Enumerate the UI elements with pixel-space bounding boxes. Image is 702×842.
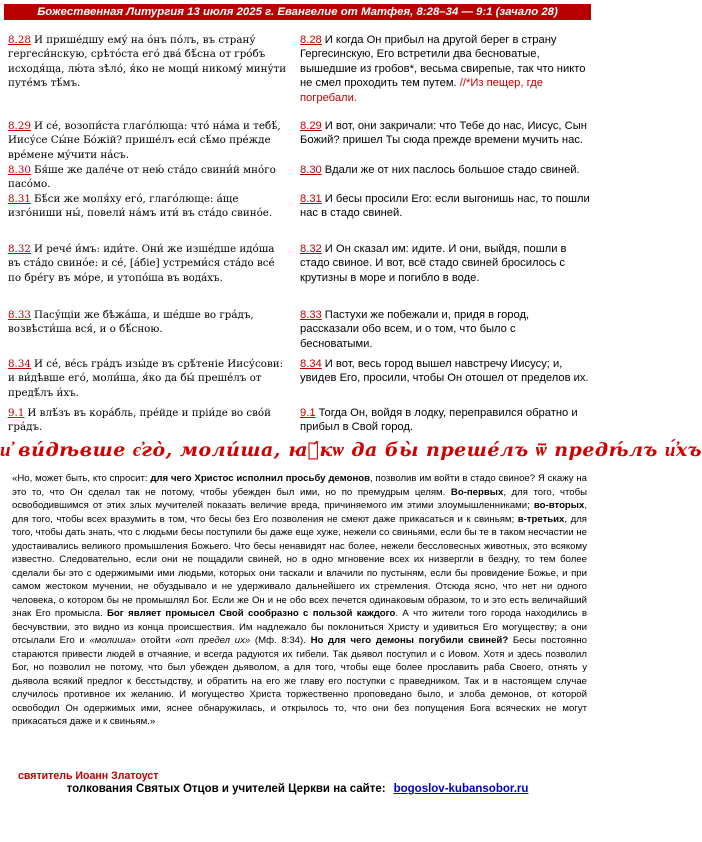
verse-number[interactable]: 8.33 [8,309,31,321]
verse-text-cs: Пасу́щiи же бѣжа́ша, и ше́дше во гра́дъ, возвѣсти́ша вся́, и о бѣ́сною. [8,309,254,336]
highlight-banner: и҆ ви́дѣвше є҆го̀, моли́ша, ꙗ҆́кѡ да бы̀ преше́лъ ѿ предѣ́лъ и҆́хъ [0,439,702,461]
verse-number[interactable]: 8.30 [8,164,31,176]
verse-number[interactable]: 8.34 [300,358,322,370]
page-header: Божественная Литургия 13 июля 2025 г. Евангелие от Матфея, 8:28–34 — 9:1 (зачало 28) [4,4,591,20]
verse-number[interactable]: 8.34 [8,358,31,370]
verse-ru-8-34 [300,357,590,386]
verse-number[interactable]: 8.33 [300,309,322,321]
verse-number[interactable]: 8.30 [300,164,322,176]
verse-ru-9-1 [300,406,590,435]
verse-cs-8-34 [8,357,290,400]
verse-number[interactable]: 8.28 [8,34,31,46]
verse-cs-8-33 [8,308,290,337]
verse-number[interactable]: 9.1 [300,407,316,419]
commentary-author: святитель Иоанн Златоуст [18,770,159,782]
verse-number[interactable]: 8.32 [300,243,322,255]
verse-text-cs: И се́, возопи́ста глаго́люща: что́ на́ма и тебѣ́, Иису́се Сы́не Бо́жiй? прише́лъ еси́ сѣ́мо пре́жде вре́мене му́чити на́съ. [8,120,281,161]
verse-cs-8-32 [8,242,290,285]
verse-ru-8-29 [300,119,590,148]
verse-text-ru: Вдали же от них паслось большое стадо свиней. [324,164,580,176]
verse-number[interactable]: 8.28 [300,34,322,46]
footer-text: толкования Святых Отцов и учителей Церкви на сайте: [66,783,386,795]
verse-text-cs: И се́, ве́сь гра́дъ изы́де въ срѣ́тенiе Иису́сови: и ви́дѣвше его́, моли́ша, я́ко да бы́ прешéлъ от предѣ́лъ и́хъ. [8,358,284,399]
verse-ru-8-33 [300,308,590,351]
verse-text-ru: И вот, они закричали: что Тебе до нас, Иисус, Сын Божий? пришел Ты сюда прежде времени мучить нас. [300,120,587,147]
verse-text-ru: Пастухи же побежали и, придя в город, рассказали обо всем, и о том, что было с бесноватыми. [300,309,530,350]
verse-number[interactable]: 8.29 [300,120,322,132]
verse-footnote: //*Из пещер, где погребали. [300,77,543,104]
verse-text-ru: И бесы просили Его: если выгонишь нас, то пошли нас в стадо свиней. [300,193,590,220]
verse-ru-8-30 [300,163,590,177]
commentary-text: «Но, может быть, кто спросит: для чего Христос исполнил просьбу демонов, позволив им войти в стадо свиное? Я скажу на это то, что Он сделал так не потому, чтобы убежден был ими, но по премудрым целям. Во-первых, для того, чтобы освободившимся от этих злых мучителей показать величие вреда, причиняемого им этими злоумышленниками; во-вторых, для того, чтобы всех вразумить в том, что бесы без Его позволения не смеют даже прикасаться и к свиньям; в-третьих, для того, чтобы дать знать, что с людьми бесы поступили бы даже еще хуже, нежели со свиньями, если бы те в таком несчастии не удостаивались великого промышления Божьего. Что бесы ненавидят нас более, нежели бессловесных животных, это всякому известно. Следовательно, если они не пощадили свиней, но в одно мгновение всех их низвергли в бездну, то тем более сделали бы это с одержимыми ими людьми, которых они таскали и влачили по пустыням, если бы провидение Божье, и при самом жестоком мучении, не обуздывало и не удерживало дальнейшего их стремления. Отсюда ясно, что нет ни одного человека, о котором бы не промышлял Бог. Если же Он и не обо всех печется одинаковым образом, то и это есть величайший знак Его промысла. Бог являет промысел Свой сообразно с пользой каждого. А что жители того города находились в бесчувствии, это видно из конца происшествия. Им надлежало бы поклониться Христу и удивиться Его могуществу; а они отсылали Его и «молиша» отойти «от предел их» (Мф. 8:34). Но для чего демоны погубили свиней? Бесы постоянно стараются привести людей в отчаяние, и всегда радуются их гибели. Так дьявол поступил и с Иовом. Хотя и здесь позволил Бог, но позволил не потому, что был убежден дьяволом, а для того, чтобы еще более прославить раба Своего, отнять у дьявола всякий предлог к бесстыдству, и обратить на его же главу его поступки с праведником. Так и в настоящем случае случилось противное их желанию. И могущество Христа торжественно проповедано было, и злоба демонов, от которой освободил Он одержимых ими, яснее обнаружилась, и открылось то, что они без попущения Бога всяческих не могут прикасаться даже и к свиньям.» [12,473,588,727]
verse-cs-8-29 [8,119,290,162]
site-link[interactable]: bogoslov-kubansobor.ru [393,783,529,795]
verse-ru-8-31 [300,192,590,221]
verse-text-cs: И прише́дшу ему́ на о́нъ по́лъ, въ страну́ гергеси́нскую, срѣто́ста его́ два́ бѣ́сна от гро́бъ исходя́ща, лю́та зѣло́, я́ко не мощи́ никому́ мину́ти путе́мъ тѣ́мъ. [8,34,287,90]
verse-number[interactable]: 8.31 [8,193,31,205]
verse-text-ru: И когда Он прибыл на другой берег в страну Гергесинскую, Его встретили два бесноватые, вышедшие из гробов*, весьма свирепые, так что никто не смел проходить тем путем. [300,34,586,90]
verse-number[interactable]: 8.31 [300,193,322,205]
verse-number[interactable]: 8.29 [8,120,31,132]
verse-text-cs: Бѣ́си же моля́ху его́, глаго́люще: а́ще изго́ниши ны́, повели́ на́мъ ити́ въ ста́до свино́е. [8,193,273,220]
verse-text-ru: И Он сказал им: идите. И они, выйдя, пошли в стадо свиное. И вот, всё стадо свиней бросилось с крутизны в море и погибло в воде. [300,243,567,284]
verse-ru-8-28 [300,33,590,105]
verse-text-cs: И рече́ и́мъ: иди́те. Они́ же изше́дше идо́ша въ ста́до свино́е: и се́, [а́бiе] устреми́ся ста́до все́ по бре́гу въ мо́ре, и утопо́ша въ вода́хъ. [8,243,275,284]
footer [0,783,595,795]
verse-text-ru: И вот, весь город вышел навстречу Иисусу; и, увидев Его, просили, чтобы Он отошел от пределов их. [300,358,589,385]
verse-number[interactable]: 9.1 [8,407,25,419]
verse-cs-8-30 [8,163,290,192]
verse-cs-9-1 [8,406,290,435]
verse-number[interactable]: 8.32 [8,243,31,255]
verse-text-ru: Тогда Он, войдя в лодку, переправился обратно и прибыл в Свой город. [300,407,578,434]
verse-text-cs: Бя́ше же далéче от нею́ ста́до свини́й мно́го пасо́мо. [8,164,276,191]
verse-cs-8-28 [8,33,290,91]
verse-ru-8-32 [300,242,590,285]
verse-text-cs: И влѣ́зъ въ кора́бль, пре́йде и прiи́де во сво́й гра́дъ. [8,407,271,434]
verse-cs-8-31 [8,192,290,221]
